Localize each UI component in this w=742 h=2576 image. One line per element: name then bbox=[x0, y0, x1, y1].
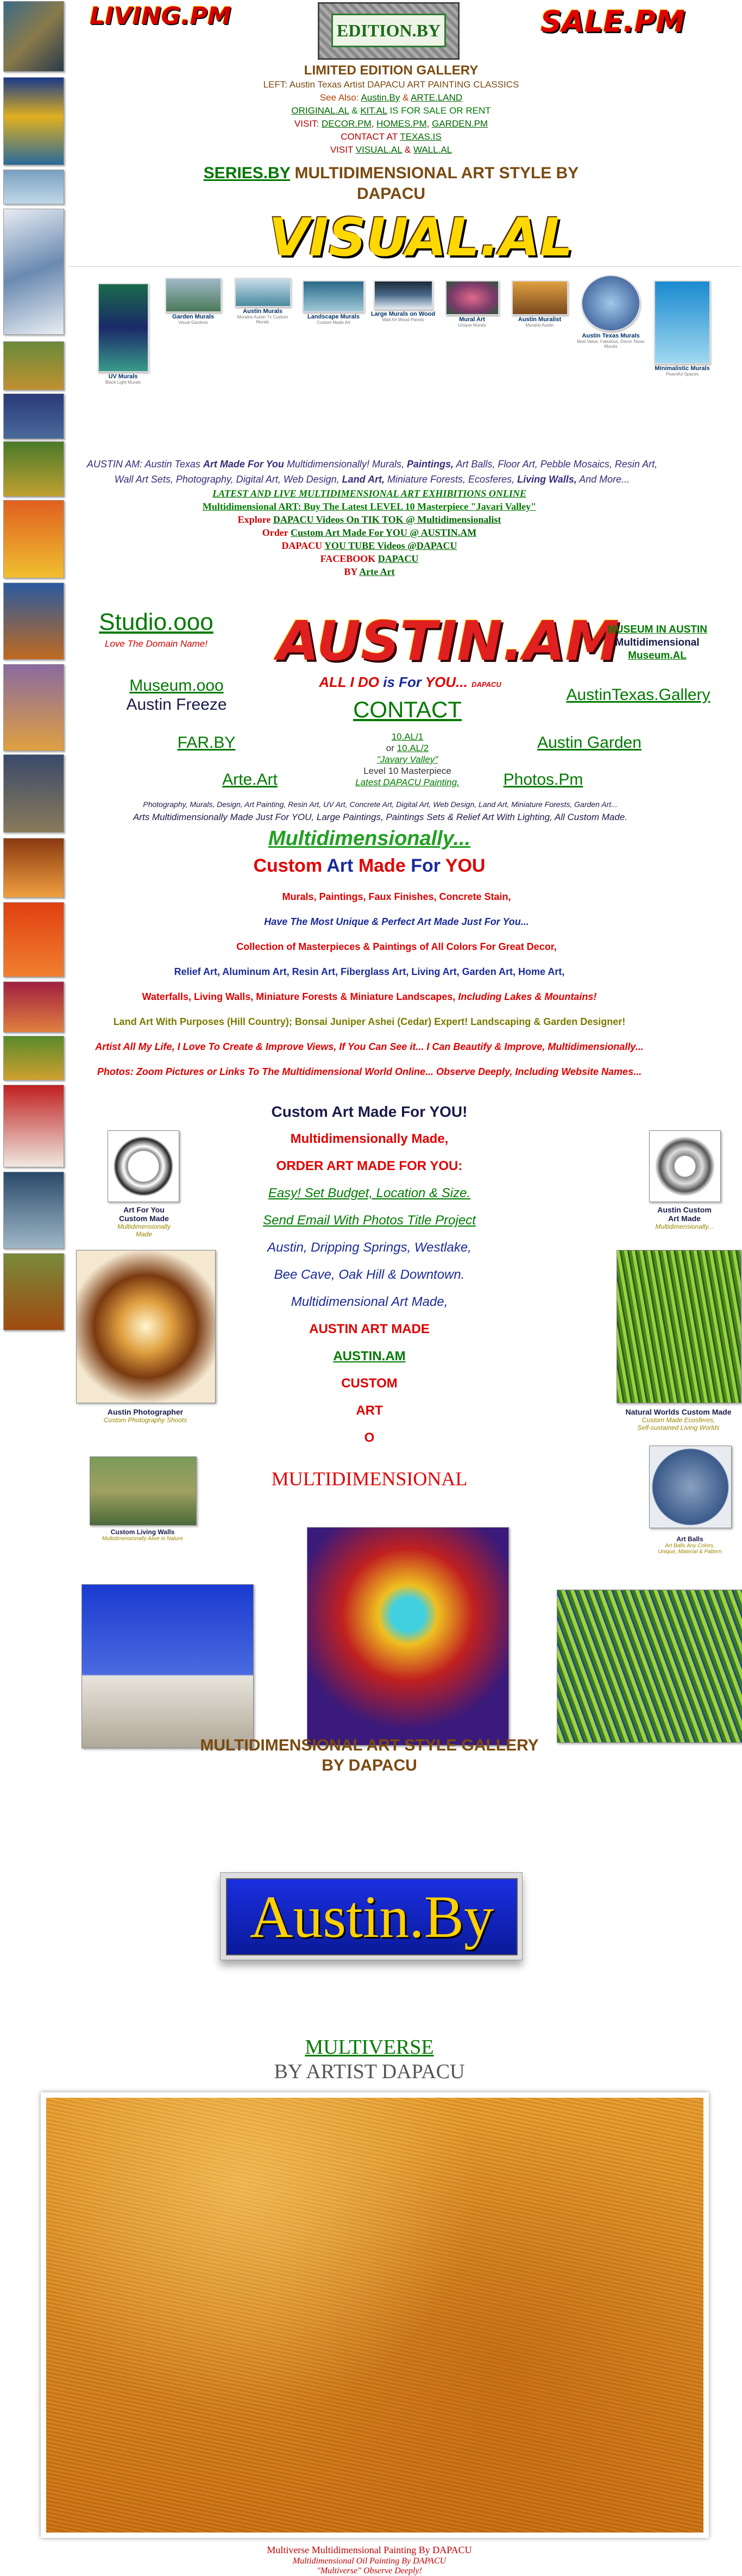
caption-subtitle: Multidimensionally Alive in Nature bbox=[102, 1536, 184, 1542]
gallery-title-2: BY DAPACU bbox=[322, 1756, 417, 1774]
strip-thumb-16[interactable] bbox=[3, 1085, 64, 1167]
caption-subtitle: Custom Made Ecosferes, bbox=[642, 1416, 715, 1424]
left-line: LEFT: Austin Texas Artist DAPACU ART PAINTING CLASSICS bbox=[263, 79, 519, 90]
visit-line: VISIT: DECOR.PM, HOMES.PM, GARDEN.PM bbox=[294, 118, 488, 129]
studio-subtitle: Love The Domain Name! bbox=[105, 639, 207, 649]
original-suffix: IS FOR SALE OR RENT bbox=[389, 105, 491, 116]
mural-image bbox=[445, 280, 499, 315]
intro-text-b: Art Made For You bbox=[203, 459, 284, 470]
mural-title: Austin Texas Murals bbox=[582, 333, 640, 339]
strip-thumb-17[interactable] bbox=[3, 1172, 64, 1249]
buy-masterpiece-link[interactable]: Multidimensional ART: Buy The Latest LEVEL 10 Masterpiece "Javari Valley" bbox=[202, 501, 537, 512]
level-box bbox=[342, 731, 473, 788]
feature-text-b: Including Lakes & Mountains! bbox=[458, 991, 597, 1002]
series-title bbox=[179, 163, 603, 204]
living-pm-logo[interactable]: LIVING.PM bbox=[90, 2, 231, 30]
art-for-you-image[interactable] bbox=[108, 1130, 179, 1202]
feature-line: Photos: Zoom Pictures or Links To The Multidimensional World Online... Observe Deeply, Including Website Names... bbox=[97, 1066, 642, 1077]
caption-subtitle: Self-sustained Living Worlds bbox=[637, 1424, 720, 1431]
custom-art-made-for-you bbox=[206, 855, 532, 877]
mural-image bbox=[581, 275, 640, 332]
intro-paragraph bbox=[81, 457, 663, 487]
original-amp: & bbox=[351, 105, 358, 116]
austin-by-logo-text: Austin.By bbox=[226, 1878, 518, 1955]
caption-subtitle: Unique, Material & Pattern bbox=[658, 1549, 722, 1555]
mural-title: Landscape Murals bbox=[307, 314, 360, 320]
feature-line bbox=[120, 991, 619, 1003]
youtube-link[interactable]: YOU TUBE Videos @DAPACU bbox=[324, 540, 457, 551]
austin-art-made: AUSTIN ART MADE bbox=[309, 1322, 430, 1336]
capitol-image[interactable] bbox=[81, 1584, 254, 1748]
mural-title: Minimalistic Murals bbox=[655, 365, 710, 372]
mural-title: Large Murals on Wood bbox=[370, 311, 436, 317]
mural-subtitle: Unique Murals bbox=[458, 323, 486, 328]
austin-by-logo[interactable] bbox=[220, 1872, 523, 1960]
see-also-line bbox=[201, 92, 581, 103]
facebook-prefix: FACEBOOK bbox=[320, 553, 376, 564]
all-i-do-line bbox=[277, 674, 543, 691]
contact-line bbox=[201, 132, 581, 142]
intro-text-c: Multidimensionally! Murals, bbox=[286, 459, 405, 470]
painting-caption-3: "Multiverse" Observe Deeply! bbox=[317, 2566, 422, 2575]
mural-card[interactable] bbox=[95, 283, 152, 385]
texas-is-link[interactable]: TEXAS.IS bbox=[400, 132, 442, 142]
austin-custom-art-image[interactable] bbox=[649, 1130, 721, 1202]
budget-link[interactable]: Easy! Set Budget, Location & Size. bbox=[268, 1186, 471, 1201]
mural-image bbox=[654, 280, 710, 364]
feature-line: Murals, Paintings, Faux Finishes, Concrete Stain, bbox=[282, 891, 511, 902]
strip-thumb-13[interactable] bbox=[3, 902, 64, 977]
arte-land-link[interactable]: ARTE.LAND bbox=[411, 92, 463, 103]
intro-text-a: AUSTIN AM: Austin Texas bbox=[86, 459, 200, 470]
art-word-big: ART bbox=[356, 1403, 383, 1418]
intro-text-e: Art Balls, Floor Art, Pebble Mosaics, Resin Art, Wall Art Sets, Photography, Digital Art, Web Design, bbox=[114, 459, 658, 485]
visual-al-link[interactable]: VISUAL.AL bbox=[355, 145, 403, 155]
see-also-prefix: See Also: bbox=[319, 92, 359, 103]
caption-subtitle: Art Balls Any Colors, bbox=[665, 1543, 715, 1549]
caption-subtitle: Multidimensionally bbox=[117, 1223, 171, 1230]
austin-garden-link[interactable]: Austin Garden bbox=[537, 734, 642, 752]
austin-freeze-text: Austin Freeze bbox=[126, 696, 227, 714]
feature-line: Land Art With Purposes (Hill Country); Bonsai Juniper Ashei (Cedar) Expert! Landscaping & Garden Designer! bbox=[113, 1016, 626, 1027]
garden-pm-link[interactable]: GARDEN.PM bbox=[432, 118, 488, 129]
types-line: Photography, Murals, Design, Art Painting, Resin Art, UV Art, Concrete Art, Digital Art, Web Design, Land Art, Miniature Forests, Garden Art... bbox=[143, 800, 618, 809]
strip-thumb-18[interactable] bbox=[3, 1253, 64, 1330]
multiverse-link[interactable]: MULTIVERSE bbox=[305, 2036, 434, 2059]
multidimensionally-link[interactable]: Multidimensionally... bbox=[268, 827, 471, 850]
caption-title: Art For You bbox=[123, 1205, 165, 1214]
multi-made-line: Multidimensionally Made, bbox=[290, 1131, 449, 1146]
multiverse-painting[interactable] bbox=[41, 2092, 709, 2538]
strip-thumb-12[interactable] bbox=[3, 838, 64, 898]
strip-thumb-10[interactable] bbox=[3, 664, 64, 751]
painting-caption-1: Multiverse Multidimensional Painting By DAPACU bbox=[267, 2544, 472, 2555]
feature-line: Collection of Masterpieces & Paintings of All Colors For Great Decor, bbox=[236, 941, 557, 952]
strip-thumb-4[interactable] bbox=[3, 209, 64, 335]
you-word: YOU bbox=[445, 855, 486, 876]
strip-thumb-15[interactable] bbox=[3, 1036, 64, 1080]
caption-subtitle: Made bbox=[135, 1230, 153, 1238]
left-art-strip bbox=[0, 0, 67, 1370]
strip-thumb-11[interactable] bbox=[3, 754, 64, 833]
living-walls-image[interactable] bbox=[90, 1456, 197, 1525]
order-line-text: ORDER ART MADE FOR YOU: bbox=[276, 1159, 463, 1173]
original-al-link[interactable]: ORIGINAL.AL bbox=[291, 105, 349, 116]
far-by-link[interactable]: FAR.BY bbox=[177, 734, 236, 752]
strip-thumb-1[interactable] bbox=[3, 1, 64, 72]
museum-austin-link[interactable]: MUSEUM IN AUSTIN bbox=[607, 624, 708, 635]
arte-art-link[interactable]: Arte Art bbox=[359, 566, 395, 577]
caption-subtitle: Custom Photography Shoots bbox=[103, 1416, 187, 1424]
youtube-line bbox=[163, 540, 576, 552]
all-i-do-4: DAPACU bbox=[471, 680, 501, 689]
intro-text-h: Living Walls, bbox=[517, 474, 577, 485]
strip-thumb-14[interactable] bbox=[3, 981, 64, 1033]
visit2-prefix: VISIT bbox=[330, 145, 354, 155]
edition-by-logo-text: EDITION.BY bbox=[331, 14, 446, 47]
caption-subtitle: Multidimensionally... bbox=[655, 1223, 714, 1230]
explore-prefix: Explore bbox=[237, 514, 271, 525]
austin-am-link[interactable]: AUSTIN.AM bbox=[333, 1349, 406, 1364]
caption-title: Austin Photographer bbox=[107, 1408, 184, 1416]
areas-line-1: Austin, Dripping Springs, Westlake, bbox=[267, 1240, 471, 1255]
explore-line bbox=[163, 514, 576, 526]
museum-al-link[interactable]: Museum.AL bbox=[628, 650, 687, 661]
strip-thumb-5[interactable] bbox=[3, 341, 64, 390]
mural-subtitle: Visual Gardens bbox=[178, 320, 208, 325]
mural-title: Mural Art bbox=[459, 316, 485, 323]
caption-title: Austin Custom bbox=[657, 1205, 712, 1214]
mural-image bbox=[303, 280, 364, 312]
intro-text-d: Paintings, bbox=[407, 459, 454, 470]
mural-subtitle: Peaceful Spaces bbox=[665, 372, 699, 377]
mural-subtitle: Black Light Murals bbox=[105, 380, 141, 385]
order-title: Custom Art Made For YOU! bbox=[271, 1103, 468, 1120]
strip-thumb-7[interactable] bbox=[3, 441, 64, 497]
for-word: For bbox=[411, 855, 441, 876]
feature-text-a: Waterfalls, Living Walls, Miniature Forests & Miniature Landscapes, bbox=[142, 991, 456, 1002]
by-line bbox=[163, 566, 576, 578]
multi-made-line-2: Multidimensional Art Made, bbox=[291, 1295, 448, 1309]
intro-text-g: Miniature Forests, Ecosferes, bbox=[387, 474, 515, 485]
door-painting-image[interactable] bbox=[307, 1527, 509, 1746]
caption-title: Art Balls bbox=[676, 1535, 703, 1543]
wall-al-link[interactable]: WALL.AL bbox=[413, 145, 452, 155]
series-by-link[interactable]: SERIES.BY bbox=[203, 164, 291, 182]
gallery-title-1: MULTIDIMENSIONAL ART STYLE GALLERY bbox=[200, 1736, 539, 1754]
mural-image bbox=[512, 280, 568, 315]
photographer-caption bbox=[76, 1408, 215, 1424]
mural-card[interactable] bbox=[301, 280, 366, 325]
austin-am-logo[interactable]: AUSTIN.AM bbox=[277, 609, 620, 673]
mural-card[interactable] bbox=[370, 280, 436, 322]
contact-link[interactable]: CONTACT bbox=[353, 697, 462, 722]
made-word: Made bbox=[358, 855, 406, 876]
mural-card[interactable] bbox=[162, 278, 224, 325]
original-line bbox=[201, 105, 581, 116]
mural-subtitle: Muralist Austin bbox=[525, 323, 554, 328]
strip-thumb-3[interactable] bbox=[3, 170, 64, 204]
feature-line: Relief Art, Aluminum Art, Resin Art, Fiberglass Art, Living Art, Garden Art, Home Art, bbox=[174, 966, 565, 977]
caption-title: Art Made bbox=[668, 1214, 701, 1223]
visit2-line bbox=[201, 145, 581, 155]
museum-line2: Multidimensional bbox=[615, 637, 700, 648]
javari-link[interactable]: "Javary Valley" bbox=[376, 754, 438, 765]
by-prefix: BY bbox=[344, 566, 357, 577]
see-also-amp: & bbox=[402, 92, 409, 103]
mural-card[interactable] bbox=[577, 275, 645, 349]
areas-line-2: Bee Cave, Oak Hill & Downtown. bbox=[274, 1267, 465, 1282]
painting-caption-2: Multidimensional Oil Painting By DAPACU bbox=[292, 2556, 447, 2566]
natural-worlds-image[interactable] bbox=[617, 1250, 741, 1403]
mural-strip bbox=[68, 266, 741, 414]
multidimensional-heading: MULTIDIMENSIONAL bbox=[271, 1468, 468, 1490]
austin-am-order-link[interactable]: Custom Art Made For YOU @ AUSTIN.AM bbox=[290, 527, 477, 538]
strip-thumb-6[interactable] bbox=[3, 393, 64, 439]
facebook-link[interactable]: DAPACU bbox=[378, 553, 419, 564]
mural-image bbox=[374, 280, 433, 310]
edition-by-logo[interactable] bbox=[318, 2, 460, 60]
contact-prefix: CONTACT AT bbox=[341, 132, 398, 142]
mural-card[interactable] bbox=[508, 280, 571, 328]
living-walls-caption bbox=[84, 1528, 201, 1542]
youtube-prefix: DAPACU bbox=[281, 540, 323, 551]
visit-prefix: VISIT: bbox=[294, 118, 319, 129]
mural-subtitle: Murales Austin Tx Custom Murals bbox=[237, 315, 288, 324]
level-or: or bbox=[386, 743, 394, 753]
mural-card[interactable] bbox=[442, 280, 502, 328]
strip-thumb-8[interactable] bbox=[3, 500, 64, 578]
facebook-line bbox=[163, 553, 576, 565]
strip-thumb-2[interactable] bbox=[3, 77, 64, 165]
art-word: Art bbox=[326, 855, 354, 876]
decor-pm-link[interactable]: DECOR.PM bbox=[322, 118, 372, 129]
austintexas-gallery-link[interactable]: AustinTexas.Gallery bbox=[566, 686, 710, 704]
gallery-title: LIMITED EDITION GALLERY bbox=[304, 63, 479, 78]
photos-pm-link[interactable]: Photos.Pm bbox=[503, 771, 583, 789]
mural-subtitle: Best Value, Fabulous, Decor Texas Murals bbox=[577, 339, 645, 349]
o-word-big: O bbox=[364, 1430, 375, 1445]
all-i-do-2: is For bbox=[383, 674, 422, 690]
by-artist-line: BY ARTIST DAPACU bbox=[274, 2060, 465, 2083]
caption-title: Custom Living Walls bbox=[110, 1528, 175, 1536]
tiktok-link[interactable]: DAPACU Videos On TIK TOK @ Multidimensionalist bbox=[273, 514, 501, 525]
mural-title: Austin Muralist bbox=[518, 316, 562, 323]
sale-pm-logo[interactable]: SALE.PM bbox=[540, 4, 685, 39]
mural-subtitle: Wall Art Wood Panels bbox=[382, 317, 424, 322]
mural-card[interactable] bbox=[231, 278, 294, 324]
level-2-link[interactable]: 10.AL/2 bbox=[397, 743, 429, 753]
mural-image bbox=[165, 278, 222, 312]
all-i-do-1: ALL I DO bbox=[319, 674, 380, 690]
order-prefix: Order bbox=[262, 527, 288, 538]
all-i-do-3: YOU... bbox=[425, 674, 468, 690]
austin-custom-art-caption bbox=[638, 1205, 731, 1230]
caption-title: Natural Worlds Custom Made bbox=[625, 1408, 732, 1416]
mural-title: Austin Murals bbox=[243, 308, 282, 315]
natural-worlds-caption bbox=[617, 1408, 740, 1431]
art-balls-image[interactable] bbox=[649, 1446, 732, 1528]
homes-pm-link[interactable]: HOMES.PM bbox=[376, 118, 427, 129]
order-line bbox=[163, 527, 576, 539]
level-text: Level 10 Masterpiece bbox=[363, 766, 451, 776]
arte-art-big-link[interactable]: Arte.Art bbox=[222, 771, 278, 789]
feature-line: Have The Most Unique & Perfect Art Made Just For You... bbox=[264, 916, 529, 927]
art-for-you-caption bbox=[98, 1205, 190, 1238]
intro-text-f: Land Art, bbox=[342, 474, 385, 485]
mural-title: Garden Murals bbox=[172, 314, 215, 320]
strip-thumb-9[interactable] bbox=[3, 583, 64, 660]
mural-title: UV Murals bbox=[108, 373, 138, 380]
visual-al-logo[interactable]: VISUAL.AL bbox=[269, 207, 574, 268]
kit-al-link[interactable]: KIT.AL bbox=[360, 105, 387, 116]
email-link[interactable]: Send Email With Photos Title Project bbox=[263, 1213, 476, 1228]
photographer-image[interactable] bbox=[76, 1250, 216, 1403]
intro-text-i: And More... bbox=[579, 474, 630, 485]
arts-line: Arts Multidimensionally Made Just For YOU, Large Paintings, Paintings Sets & Relief Art With Lighting, All Custom Made. bbox=[133, 812, 628, 822]
mural-card[interactable] bbox=[650, 280, 715, 377]
mural-subtitle: Custom Made Art bbox=[317, 320, 350, 325]
latest-painting-link[interactable]: Latest DAPACU Painting. bbox=[355, 777, 460, 787]
live-exhibitions-link[interactable]: LATEST AND LIVE MULTIDIMENSIONAL ART EXHIBITIONS ONLINE bbox=[212, 488, 526, 499]
mural-image bbox=[235, 278, 291, 307]
series-title-text: MULTIDIMENSIONAL ART STYLE BY DAPACU bbox=[294, 164, 579, 203]
custom-word: Custom bbox=[253, 855, 323, 876]
museum-ooo-link[interactable]: Museum.ooo bbox=[129, 677, 224, 695]
caption-title: Custom Made bbox=[119, 1214, 169, 1223]
visit2-amp: & bbox=[404, 145, 411, 155]
custom-word-big: CUSTOM bbox=[341, 1376, 398, 1391]
mural-image bbox=[98, 283, 149, 372]
austin-by-link[interactable]: Austin.By bbox=[361, 92, 400, 103]
studio-ooo-link[interactable]: Studio.ooo bbox=[99, 609, 213, 635]
feature-line: Artist All My Life, I Love To Create & Improve Views, If You Can See it... I Can Beautify & Improve, Multidimensionally... bbox=[95, 1041, 644, 1052]
art-balls-caption bbox=[638, 1535, 741, 1555]
level-1-link[interactable]: 10.AL/1 bbox=[391, 731, 424, 742]
grass-image[interactable] bbox=[557, 1590, 742, 1743]
